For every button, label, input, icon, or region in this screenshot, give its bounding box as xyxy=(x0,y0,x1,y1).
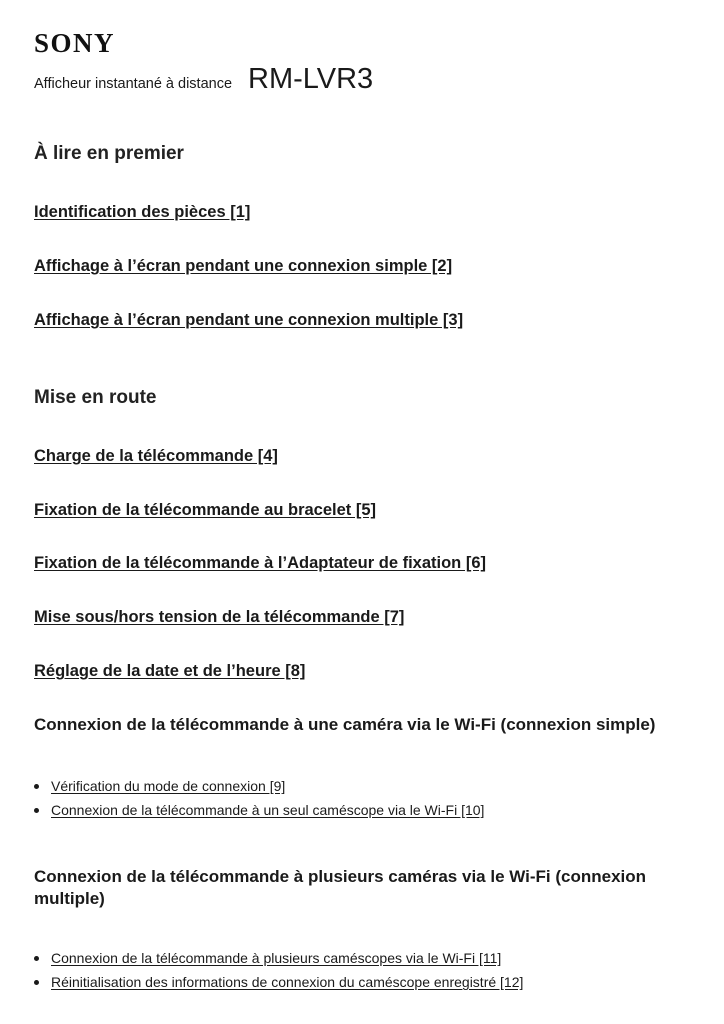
sub-link-list xyxy=(34,949,523,997)
sub-link[interactable]: Connexion de la télécommande à un seul caméscope via le Wi-Fi [10] xyxy=(51,802,485,818)
list-item xyxy=(34,801,484,825)
toc-link[interactable]: Fixation de la télécommande au bracelet [5] xyxy=(34,501,377,519)
toc-link[interactable]: Réglage de la date et de l’heure [8] xyxy=(34,662,306,680)
section-heading-getting-started: Mise en route xyxy=(34,387,157,408)
sub-link[interactable]: Connexion de la télécommande à plusieurs caméscopes via le Wi-Fi [11] xyxy=(51,950,502,966)
toc-link[interactable]: Affichage à l’écran pendant une connexion multiple [3] xyxy=(34,311,464,329)
section-heading-read-first: À lire en premier xyxy=(34,143,184,164)
product-subtitle: Afficheur instantané à distance xyxy=(34,76,233,92)
sub-link[interactable]: Vérification du mode de connexion [9] xyxy=(51,778,286,794)
sub-link-list xyxy=(34,777,484,825)
brand-logo: SONY xyxy=(34,28,116,58)
model-name: RM-LVR3 xyxy=(248,63,374,95)
sub-link[interactable]: Réinitialisation des informations de connexion du caméscope enregistré [12] xyxy=(51,974,524,990)
list-item xyxy=(34,973,523,997)
toc-link[interactable]: Mise sous/hors tension de la télécommande [7] xyxy=(34,608,405,626)
list-item xyxy=(34,777,484,801)
list-item xyxy=(34,949,523,973)
toc-link[interactable]: Charge de la télécommande [4] xyxy=(34,447,278,465)
toc-link[interactable]: Identification des pièces [1] xyxy=(34,203,251,221)
toc-link[interactable]: Affichage à l’écran pendant une connexion simple [2] xyxy=(34,257,453,275)
subsection-heading-multiple-connection: Connexion de la télécommande à plusieurs caméras via le Wi-Fi (connexion multiple) xyxy=(34,867,647,908)
toc-link[interactable]: Fixation de la télécommande à l’Adaptateur de fixation [6] xyxy=(34,554,487,572)
subsection-heading-single-connection: Connexion de la télécommande à une caméra via le Wi-Fi (connexion simple) xyxy=(34,715,656,734)
